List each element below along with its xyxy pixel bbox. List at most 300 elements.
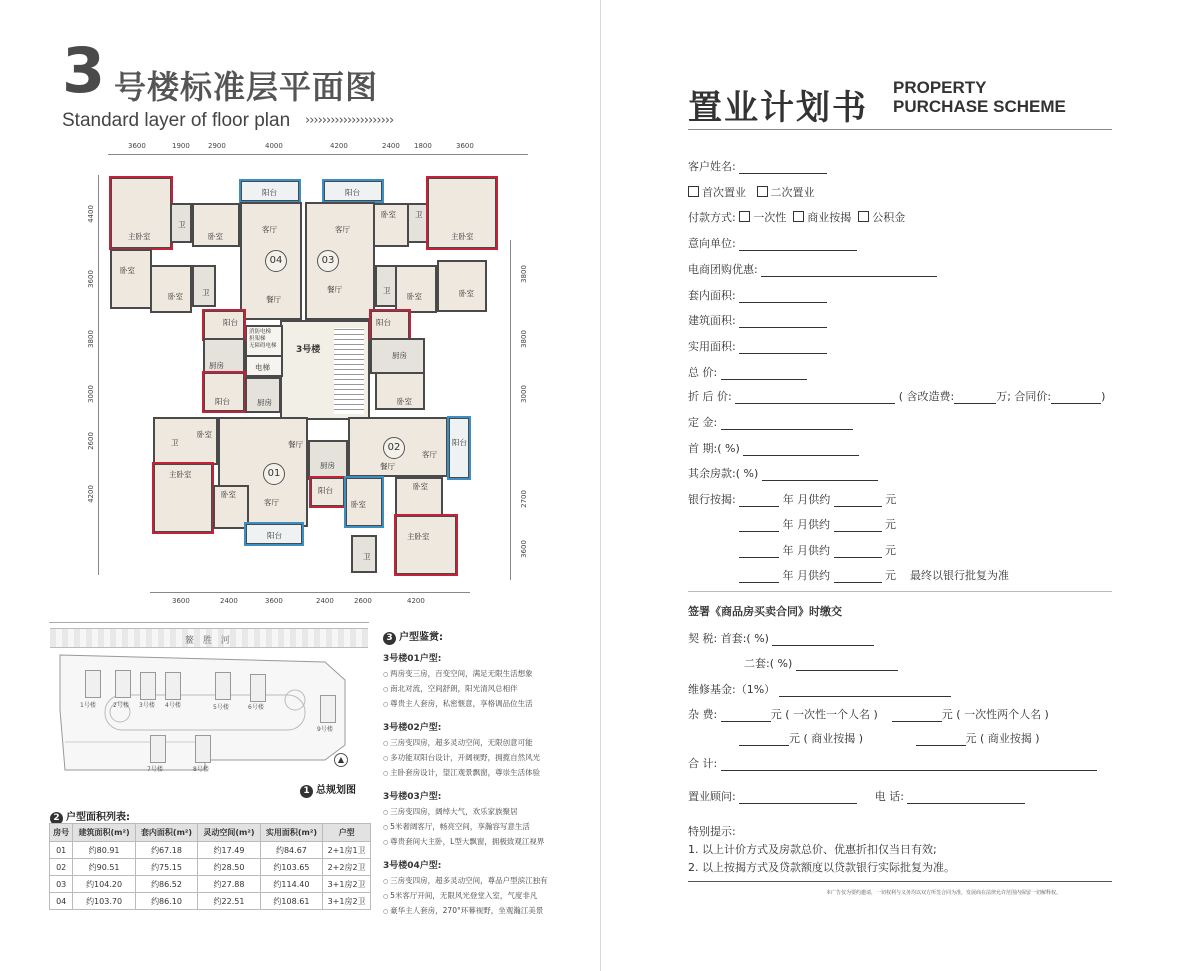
- mortgage-row-2: [739, 516, 896, 532]
- contract-title: 签署《商品房买卖合同》时缴交: [688, 605, 842, 618]
- renovation-fee-field[interactable]: [954, 392, 996, 404]
- pay-full-checkbox[interactable]: [739, 211, 750, 222]
- room-label: 阳台: [215, 397, 230, 406]
- first-purchase-label: 首次置业: [702, 186, 746, 199]
- first-purchase-checkbox[interactable]: [688, 186, 699, 197]
- review-item: ○ 尊贵套间大主卧，L型大飘窗，拥极致观江视界: [383, 835, 593, 850]
- master-bedroom-04: [110, 177, 172, 249]
- kitchen-mid-right: [370, 338, 425, 374]
- scheme-title-en-line1: PROPERTY: [893, 78, 987, 97]
- usable-area-field[interactable]: [739, 342, 827, 354]
- review-item: ○ 豪华主人套房，270°环幕视野，坐观瀚江美景: [383, 904, 593, 919]
- room-label: 阳台: [345, 188, 360, 197]
- misc-fee-field-c[interactable]: [739, 734, 789, 746]
- balcony-02: [448, 417, 470, 479]
- dim-label: 4400: [86, 205, 95, 223]
- room-label: 卫: [171, 438, 179, 447]
- area-table-title-text: 户型面积列表:: [66, 812, 130, 823]
- misc-fee-field-a[interactable]: [721, 710, 771, 722]
- customer-name-row: [688, 158, 827, 174]
- plan-title: 号楼标准层平面图: [114, 68, 379, 106]
- room-label: 卧室: [120, 266, 135, 275]
- table-cell: 约103.70: [73, 893, 135, 910]
- second-purchase-checkbox[interactable]: [757, 186, 768, 197]
- total-row: [688, 755, 1097, 771]
- mortgage-years-field[interactable]: [739, 495, 779, 507]
- site-plan-title-text: 总规划图: [316, 785, 356, 796]
- bank-note: 最终以银行批复为准: [910, 569, 1009, 582]
- monthly-payment-field[interactable]: [834, 571, 882, 583]
- down-payment-label: 首 期:( %): [688, 442, 740, 455]
- room-label: 卧室: [407, 292, 422, 301]
- review-unit-title: 3号楼01户型:: [383, 654, 442, 664]
- consultant-field[interactable]: [739, 792, 857, 804]
- ecommerce-field[interactable]: [761, 265, 937, 277]
- site-building-label: 3号楼: [139, 702, 155, 709]
- dim-label: 4200: [86, 485, 95, 503]
- site-building: [320, 695, 336, 723]
- balcony-mid-right: [370, 310, 410, 340]
- bedroom-04a: [192, 203, 240, 247]
- dim-label: 3000: [519, 385, 528, 403]
- unit-label-03: 03: [317, 250, 339, 272]
- dim-label: 3600: [456, 142, 474, 150]
- room-label: 卫: [383, 286, 391, 295]
- deed-tax-row-2: [744, 655, 898, 671]
- misc-fee-field-b[interactable]: [892, 710, 942, 722]
- table-cell: 约108.61: [260, 893, 322, 910]
- misc-fee-field-d[interactable]: [916, 734, 966, 746]
- inner-area-field[interactable]: [739, 291, 827, 303]
- footer-disclaimer: 本广告仅为要约邀请，一切权利与义务均以双方所签合同为准，发展商在法律允许范围内保留一切解释权。: [826, 890, 1062, 896]
- review-item: ○ 三房变四房，阔绰大气，欢乐家族聚居: [383, 805, 593, 820]
- monthly-payment-field[interactable]: [834, 546, 882, 558]
- river-label: 鳌 胜 河: [185, 636, 233, 646]
- area-table: [49, 823, 371, 910]
- site-plan-title: [300, 781, 356, 798]
- room-label: 阳台: [262, 188, 277, 197]
- total-price-row: [688, 364, 807, 380]
- bath-04b: [192, 265, 216, 307]
- remaining-field[interactable]: [762, 469, 878, 481]
- dim-top-row: [108, 140, 528, 155]
- site-building-label: 2号楼: [113, 702, 129, 709]
- building-area-row: [688, 312, 827, 328]
- kitchen-02: [308, 440, 348, 480]
- discount-price-row: [688, 388, 1105, 404]
- site-building-label: 6号楼: [248, 704, 264, 711]
- table-cell: 约67.18: [135, 842, 197, 859]
- building-area-label: 建筑面积:: [688, 314, 736, 327]
- scheme-title-en: [893, 78, 1066, 116]
- unit-label-02: 02: [383, 437, 405, 459]
- balcony-03: [323, 180, 383, 202]
- bath-04a: [170, 203, 192, 243]
- scheme-title-en-line2: PURCHASE SCHEME: [893, 97, 1066, 116]
- bedroom-01a: [153, 417, 218, 465]
- discount-price-label: 折 后 价:: [688, 390, 732, 403]
- elevator: [245, 355, 283, 377]
- table-cell: 02: [50, 859, 73, 876]
- room-label: 卧室: [221, 490, 236, 499]
- deposit-label: 定 金:: [688, 416, 718, 429]
- master-bedroom-02: [395, 515, 457, 575]
- site-building: [195, 735, 211, 763]
- mortgage-years-field[interactable]: [739, 546, 779, 558]
- customer-name-label: 客户姓名:: [688, 160, 736, 173]
- living-03: [305, 202, 375, 320]
- monthly-payment-field[interactable]: [834, 520, 882, 532]
- bath-03a: [407, 203, 429, 243]
- site-building: [140, 672, 156, 700]
- balcony-04: [240, 180, 300, 202]
- site-building: [165, 672, 181, 700]
- mortgage-label: 银行按揭:: [688, 493, 736, 506]
- room-label: 主卧室: [128, 232, 151, 241]
- maintenance-row: [688, 681, 951, 697]
- total-price-label: 总 价:: [688, 366, 718, 379]
- dim-label: 3600: [172, 597, 190, 605]
- dim-label: 2400: [316, 597, 334, 605]
- table-header: 灵动空间(m²): [198, 824, 260, 842]
- pay-fund-label: 公积金: [872, 211, 906, 224]
- pay-loan-checkbox[interactable]: [793, 211, 804, 222]
- mortgage-row-3: [739, 542, 896, 558]
- room-label: 餐厅: [380, 462, 395, 471]
- dim-label: 4200: [407, 597, 425, 605]
- customer-name-field[interactable]: [739, 162, 827, 174]
- room-label: 餐厅: [327, 285, 342, 294]
- section-number-icon: 1: [300, 785, 313, 798]
- dim-label: 1900: [172, 142, 190, 150]
- table-cell: 约28.50: [198, 859, 260, 876]
- note-2: 2. 以上按揭方式及贷款额度以贷款银行实际批复为准。: [688, 861, 955, 874]
- ecommerce-label: 电商团购优惠:: [688, 263, 758, 276]
- room-label: 阳台: [223, 318, 238, 327]
- table-cell: 约22.51: [198, 893, 260, 910]
- pay-fund-checkbox[interactable]: [858, 211, 869, 222]
- building-label: 3号楼: [296, 345, 321, 355]
- room-label: 卧室: [351, 500, 366, 509]
- discount-note-a: ( 含改造费:: [898, 390, 955, 403]
- bedroom-04c: [150, 265, 192, 313]
- dim-label: 3800: [519, 265, 528, 283]
- title-rule: [688, 129, 1112, 130]
- year-month-label: 年 月供约: [782, 569, 830, 582]
- table-header-row: [50, 824, 371, 842]
- year-month-label: 年 月供约: [782, 544, 830, 557]
- misc-fee-note-b: 元 ( 一次性两个人名 ): [941, 708, 1049, 721]
- table-header: 套内面积(m²): [135, 824, 197, 842]
- site-building-label: 7号楼: [147, 766, 163, 773]
- kitchen-mid-left2: [245, 377, 281, 413]
- payment-method-row: [688, 209, 905, 225]
- table-row: [50, 893, 371, 910]
- review-item: ○ 5米客厅开间，无限风光登堂入室，气度非凡: [383, 889, 593, 904]
- bedroom-03b: [395, 265, 437, 313]
- site-building-label: 5号楼: [213, 704, 229, 711]
- dim-label: 3000: [86, 385, 95, 403]
- bedroom-03c: [437, 260, 487, 312]
- site-building: [85, 670, 101, 698]
- table-cell: 约86.10: [135, 893, 197, 910]
- room-label: 厨房: [392, 351, 407, 360]
- mortgage-row-1: [688, 491, 896, 507]
- room-label: 餐厅: [288, 440, 303, 449]
- bedroom-02b: [395, 477, 443, 517]
- room-label: 卫: [415, 210, 423, 219]
- table-row: [50, 876, 371, 893]
- mortgage-years-field[interactable]: [739, 571, 779, 583]
- intended-unit-row: [688, 235, 857, 251]
- master-bedroom-01: [153, 463, 213, 533]
- room-label: 主卧室: [451, 232, 474, 241]
- deed-tax-second-field[interactable]: [796, 659, 898, 671]
- building-area-field[interactable]: [739, 316, 827, 328]
- discount-note-c: ): [1101, 390, 1106, 403]
- table-cell: 约80.91: [73, 842, 135, 859]
- site-building: [250, 674, 266, 702]
- room-label: 阳台: [376, 318, 391, 327]
- total-label: 合 计:: [688, 757, 718, 770]
- year-month-label: 年 月供约: [782, 518, 830, 531]
- room-label: 厨房: [209, 361, 224, 370]
- room-label: 阳台: [318, 486, 333, 495]
- yuan-label: 元: [885, 544, 896, 557]
- site-building: [215, 672, 231, 700]
- site-building: [150, 735, 166, 763]
- room-label: 主卧室: [407, 532, 430, 541]
- unit-review: [383, 628, 593, 919]
- dim-label: 2600: [86, 432, 95, 450]
- bath-03b: [375, 265, 397, 307]
- section-rule: [688, 591, 1112, 592]
- room-label: 卫: [202, 288, 210, 297]
- maintenance-label: 维修基金:（1%）: [688, 683, 776, 696]
- notes-title: 特别提示:: [688, 825, 736, 838]
- review-item: ○ 南北对流，空间舒朗，阳光清风总相伴: [383, 682, 593, 697]
- table-cell: 约27.88: [198, 876, 260, 893]
- table-row: [50, 842, 371, 859]
- misc-fee-row: [688, 706, 1049, 722]
- inner-area-label: 套内面积:: [688, 289, 736, 302]
- dim-label: 2400: [220, 597, 238, 605]
- table-cell: 03: [50, 876, 73, 893]
- chevron-decoration: ›››››››››››››››››››››: [305, 113, 394, 128]
- section-number-icon: 2: [50, 812, 63, 825]
- maintenance-field[interactable]: [779, 685, 951, 697]
- table-cell: 约84.67: [260, 842, 322, 859]
- review-unit-title: 3号楼04户型:: [383, 861, 442, 871]
- mortgage-row-4: [739, 567, 1009, 583]
- table-header: 实用面积(m²): [260, 824, 322, 842]
- dim-label: 1800: [414, 142, 432, 150]
- misc-fee-note-d: 元 ( 商业按揭 ): [965, 732, 1040, 745]
- table-row: [50, 859, 371, 876]
- room-label: 卧室: [397, 397, 412, 406]
- table-cell: 约17.49: [198, 842, 260, 859]
- payment-method-label: 付款方式:: [688, 211, 736, 224]
- plan-subtitle: Standard layer of floor plan: [62, 110, 291, 131]
- footer-rule: [688, 881, 1112, 882]
- review-item: ○ 多功能双阳台设计，开阔视野，拥揽自然风光: [383, 751, 593, 766]
- phone-label: 电 话:: [874, 790, 904, 803]
- dim-label: 2900: [208, 142, 226, 150]
- room-label: 厨房: [257, 398, 272, 407]
- year-month-label: 年 月供约: [782, 493, 831, 506]
- unit-label-04: 04: [265, 250, 287, 272]
- deed-tax-second-label: 二套:( %): [744, 657, 793, 670]
- down-payment-row: [688, 440, 859, 456]
- review-item: ○ 主卧套房设计，望江观景飘窗，尊崇生活体验: [383, 766, 593, 781]
- balcony-02b: [310, 477, 345, 507]
- intended-unit-label: 意向单位:: [688, 237, 736, 250]
- balcony-01: [245, 523, 303, 545]
- room-label: 卫: [363, 552, 371, 561]
- balcony-mid-left: [203, 310, 245, 340]
- table-header: 户型: [323, 824, 371, 842]
- room-label: 卧室: [413, 482, 428, 491]
- deed-tax-label: 契 税: 首套:( %): [688, 632, 769, 645]
- misc-fee-label: 杂 费:: [688, 708, 718, 721]
- table-header: 建筑面积(m²): [73, 824, 135, 842]
- site-building-label: 8号楼: [193, 766, 209, 773]
- yuan-label: 元: [885, 518, 896, 531]
- deposit-field[interactable]: [721, 418, 853, 430]
- phone-field[interactable]: [907, 792, 1025, 804]
- bedroom-01b: [213, 485, 249, 529]
- room-label: 阳台: [267, 531, 282, 540]
- balcony-mid-left2: [203, 372, 245, 412]
- north-arrow-icon: ▲: [334, 753, 348, 767]
- second-purchase-label: 二次置业: [770, 186, 815, 199]
- usable-area-row: [688, 338, 827, 354]
- misc-fee-note-c: 元 ( 商业按揭 ): [789, 732, 864, 745]
- dim-label: 4000: [265, 142, 283, 150]
- table-cell: 约104.20: [73, 876, 135, 893]
- table-cell: 约90.51: [73, 859, 135, 876]
- review-item: ○ 5米奢阔客厅，畅亮空间，享瀚容写意生活: [383, 820, 593, 835]
- site-building: [115, 670, 131, 698]
- table-cell: 2+2房2卫: [323, 859, 371, 876]
- discount-price-field[interactable]: [735, 392, 895, 404]
- room-label: 客厅: [335, 225, 350, 234]
- total-price-field[interactable]: [721, 368, 807, 380]
- site-building-label: 9号楼: [317, 726, 333, 733]
- section-number-icon: 3: [383, 632, 396, 645]
- review-item: ○ 两房变三房，百变空间，满足无限生活想象: [383, 667, 593, 682]
- deposit-row: [688, 414, 853, 430]
- dim-label: 3600: [86, 270, 95, 288]
- review-item: ○ 三房变四房，超多灵动空间，尊品户型滨江独有: [383, 874, 593, 889]
- review-item: ○ 尊贵主人套房，私密惬意，享格调品位生活: [383, 697, 593, 712]
- note-1: 1. 以上计价方式及房款总价、优惠折扣仅当日有效;: [688, 843, 937, 856]
- table-cell: 约86.52: [135, 876, 197, 893]
- total-field[interactable]: [721, 759, 1097, 771]
- review-title-text: 户型鉴赏:: [399, 632, 443, 643]
- monthly-payment-field[interactable]: [834, 495, 882, 507]
- table-cell: 01: [50, 842, 73, 859]
- table-cell: 约103.65: [260, 859, 322, 876]
- dim-label: 3600: [128, 142, 146, 150]
- misc-fee-row-2: [739, 730, 1040, 746]
- table-cell: 04: [50, 893, 73, 910]
- consultant-label: 置业顾问:: [688, 790, 736, 803]
- pay-full-label: 一次性: [753, 211, 787, 224]
- yuan-label: 元: [885, 493, 897, 506]
- building-number: 3: [62, 34, 106, 107]
- mortgage-years-field[interactable]: [739, 520, 779, 532]
- yuan-label: 元: [885, 569, 896, 582]
- contract-price-field[interactable]: [1051, 392, 1101, 404]
- room-label: 卧室: [459, 289, 474, 298]
- room-label: 电梯: [255, 363, 270, 372]
- inner-area-row: [688, 287, 827, 303]
- fire-elevator: [245, 325, 283, 357]
- room-label: 客厅: [422, 450, 437, 459]
- dim-label: 2700: [519, 490, 528, 508]
- purchase-type-row: [688, 184, 815, 200]
- intended-unit-field[interactable]: [739, 239, 857, 251]
- bedroom-02a: [345, 477, 383, 527]
- room-label: 主卧室: [169, 470, 192, 479]
- kitchen-mid-left: [203, 338, 245, 374]
- room-label: 客厅: [264, 498, 279, 507]
- bedroom-04b: [110, 249, 152, 309]
- scheme-title: 置业计划书: [688, 88, 868, 128]
- dim-left-col: [88, 175, 99, 575]
- bedroom-mid-right: [375, 372, 425, 410]
- remaining-label: 其余房款:( %): [688, 467, 759, 480]
- consultant-row: [688, 788, 1025, 804]
- room-label: 卫: [178, 220, 186, 229]
- bath-02: [351, 535, 377, 573]
- room-label: 卧室: [197, 430, 212, 439]
- table-cell: 3+1房2卫: [323, 893, 371, 910]
- room-label: 卧室: [208, 232, 223, 241]
- bedroom-03a: [373, 203, 409, 247]
- table-header: 房号: [50, 824, 73, 842]
- review-unit-title: 3号楼03户型:: [383, 792, 442, 802]
- site-building-label: 4号楼: [165, 702, 181, 709]
- room-label: 餐厅: [266, 295, 281, 304]
- table-cell: 3+1房2卫: [323, 876, 371, 893]
- review-unit-title: 3号楼02户型:: [383, 723, 442, 733]
- dim-label: 2600: [354, 597, 372, 605]
- room-label: 客厅: [262, 225, 277, 234]
- stair-core: [280, 320, 370, 420]
- master-bedroom-03: [427, 177, 497, 249]
- unit-label-01: 01: [263, 463, 285, 485]
- site-map: [55, 650, 350, 775]
- dim-label: 3800: [519, 330, 528, 348]
- misc-fee-note-a: 元 ( 一次性一个人名 ): [770, 708, 878, 721]
- down-payment-field[interactable]: [743, 444, 859, 456]
- deed-tax-first-field[interactable]: [772, 634, 874, 646]
- pay-loan-label: 商业按揭: [807, 211, 852, 224]
- usable-area-label: 实用面积:: [688, 340, 736, 353]
- stair: [334, 328, 364, 414]
- floor-plan: [105, 155, 525, 595]
- table-cell: 约75.15: [135, 859, 197, 876]
- discount-note-b: 万; 合同价:: [996, 390, 1052, 403]
- page-divider: [600, 0, 601, 971]
- dim-label: 4200: [330, 142, 348, 150]
- dim-label: 2400: [382, 142, 400, 150]
- room-label: 卧室: [168, 292, 183, 301]
- table-cell: 2+1房1卫: [323, 842, 371, 859]
- dim-label: 3800: [86, 330, 95, 348]
